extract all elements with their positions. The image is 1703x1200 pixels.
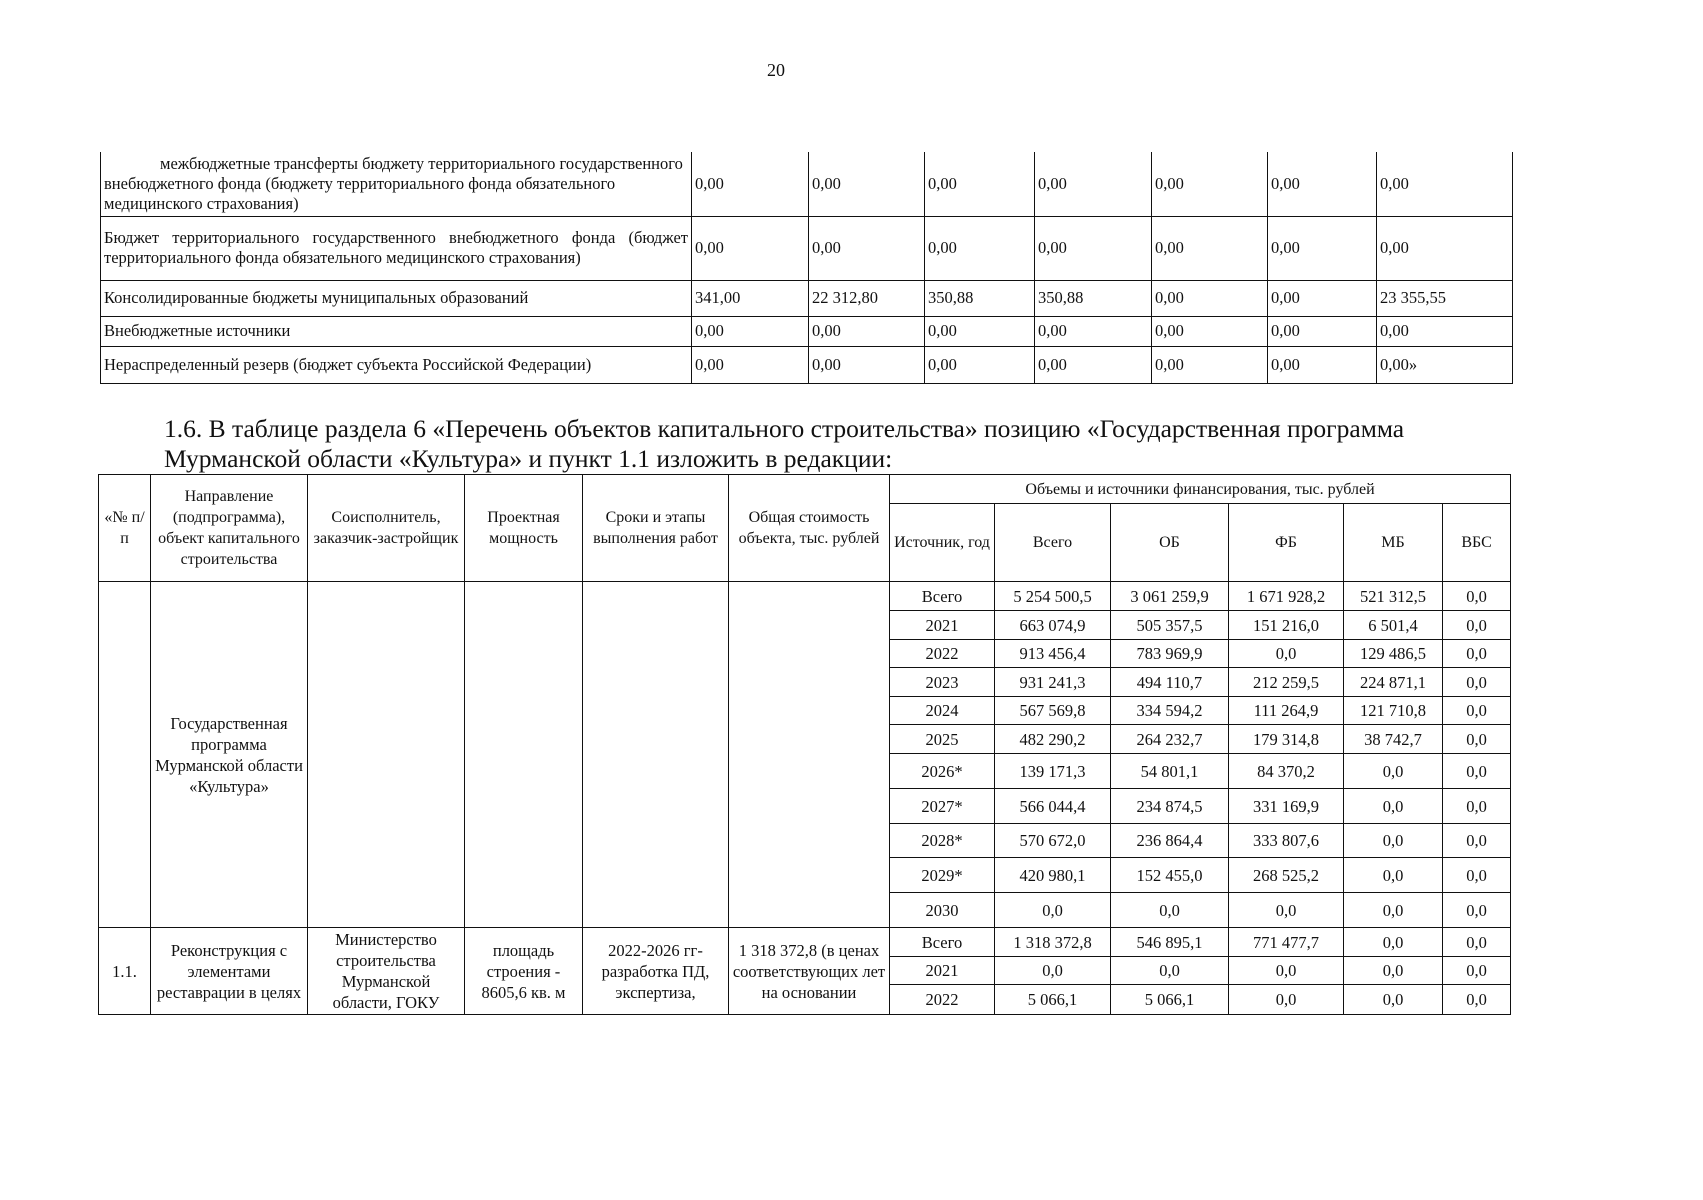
cell-mb: 521 312,5 xyxy=(1344,582,1443,611)
cell-vbs: 0,0 xyxy=(1443,893,1511,928)
row-label: Нераспределенный резерв (бюджет субъекта Российской Федерации) xyxy=(101,346,692,383)
cell-ob: 494 110,7 xyxy=(1111,668,1229,697)
header-ob: ОБ xyxy=(1111,504,1229,582)
cell-value: 0,00 xyxy=(1377,316,1513,346)
cell-value: 0,00 xyxy=(925,346,1035,383)
item-num: 1.1. xyxy=(99,928,151,1015)
cell-total: 913 456,4 xyxy=(995,640,1111,668)
row-label: Внебюджетные источники xyxy=(101,316,692,346)
cell-total: 0,0 xyxy=(995,893,1111,928)
cell-vbs: 0,0 xyxy=(1443,957,1511,985)
cell-total: 570 672,0 xyxy=(995,824,1111,858)
program-terms xyxy=(583,582,729,928)
program-capacity xyxy=(465,582,583,928)
cell-fb: 111 264,9 xyxy=(1229,697,1344,725)
cell-fb: 84 370,2 xyxy=(1229,754,1344,789)
cell-value: 0,00 xyxy=(692,216,809,280)
cell-total: 663 074,9 xyxy=(995,611,1111,640)
cell-value: 0,00 xyxy=(1377,216,1513,280)
cell-ob: 234 874,5 xyxy=(1111,789,1229,824)
cell-total: 5 254 500,5 xyxy=(995,582,1111,611)
cell-vbs: 0,0 xyxy=(1443,582,1511,611)
cell-fb: 1 671 928,2 xyxy=(1229,582,1344,611)
cell-total: 139 171,3 xyxy=(995,754,1111,789)
cell-year: 2030 xyxy=(890,893,995,928)
cell-value: 0,00 xyxy=(1268,216,1377,280)
cell-fb: 0,0 xyxy=(1229,957,1344,985)
cell-ob: 54 801,1 xyxy=(1111,754,1229,789)
cell-vbs: 0,0 xyxy=(1443,824,1511,858)
cell-vbs: 0,0 xyxy=(1443,668,1511,697)
cell-mb: 224 871,1 xyxy=(1344,668,1443,697)
cell-total: 420 980,1 xyxy=(995,858,1111,893)
cell-ob: 505 357,5 xyxy=(1111,611,1229,640)
cell-year: 2024 xyxy=(890,697,995,725)
row-label: межбюджетные трансферты бюджету территориального государственного внебюджетного фонда (бюджету территориального фонда обязательного медицинского страхования) xyxy=(101,152,692,216)
cell-value: 0,00 xyxy=(925,216,1035,280)
cell-value: 0,00 xyxy=(809,346,925,383)
header-total-cost: Общая стоимость объекта, тыс. рублей xyxy=(729,475,890,582)
cell-value: 0,00 xyxy=(809,216,925,280)
header-source-year: Источник, год xyxy=(890,504,995,582)
cell-ob: 3 061 259,9 xyxy=(1111,582,1229,611)
cell-total: 1 318 372,8 xyxy=(995,928,1111,957)
cell-value: 0,00 xyxy=(1152,152,1268,216)
cell-value: 0,00 xyxy=(1152,216,1268,280)
program-name: Государственная программа Мурманской области «Культура» xyxy=(151,582,308,928)
cell-fb: 268 525,2 xyxy=(1229,858,1344,893)
cell-mb: 0,0 xyxy=(1344,858,1443,893)
cell-year: Всего xyxy=(890,928,995,957)
header-coexecutor: Соисполнитель, заказчик-застройщик xyxy=(308,475,465,582)
cell-vbs: 0,0 xyxy=(1443,789,1511,824)
item-name: Реконструкция с элементами реставрации в целях xyxy=(151,928,308,1015)
header-vbs: ВБС xyxy=(1443,504,1511,582)
header-num: «№ п/п xyxy=(99,475,151,582)
cell-value: 0,00 xyxy=(1268,346,1377,383)
page-number: 20 xyxy=(767,60,785,80)
cell-mb: 0,0 xyxy=(1344,928,1443,957)
cell-value: 0,00 xyxy=(809,152,925,216)
cell-total: 5 066,1 xyxy=(995,985,1111,1015)
cell-value: 0,00 xyxy=(1152,346,1268,383)
cell-value: 341,00 xyxy=(692,280,809,316)
cell-fb: 331 169,9 xyxy=(1229,789,1344,824)
cell-fb: 0,0 xyxy=(1229,893,1344,928)
cell-mb: 0,0 xyxy=(1344,957,1443,985)
cell-value: 23 355,55 xyxy=(1377,280,1513,316)
capital-construction-table xyxy=(98,474,1511,1015)
header-row xyxy=(99,475,1511,504)
cell-fb: 333 807,6 xyxy=(1229,824,1344,858)
cell-fb: 212 259,5 xyxy=(1229,668,1344,697)
table-row xyxy=(101,216,1513,280)
cell-mb: 129 486,5 xyxy=(1344,640,1443,668)
cell-mb: 0,0 xyxy=(1344,824,1443,858)
cell-mb: 38 742,7 xyxy=(1344,725,1443,754)
cell-total: 566 044,4 xyxy=(995,789,1111,824)
cell-year: 2021 xyxy=(890,611,995,640)
header-direction: Направление (подпрограмма), объект капитального строительства xyxy=(151,475,308,582)
cell-vbs: 0,0 xyxy=(1443,754,1511,789)
row-label: Бюджет территориального государственного внебюджетного фонда (бюджет территориального фонда обязательного медицинского страхования) xyxy=(101,216,692,280)
cell-fb: 0,0 xyxy=(1229,640,1344,668)
cell-total: 931 241,3 xyxy=(995,668,1111,697)
cell-year: 2025 xyxy=(890,725,995,754)
cell-ob: 152 455,0 xyxy=(1111,858,1229,893)
cell-mb: 6 501,4 xyxy=(1344,611,1443,640)
header-funding-group: Объемы и источники финансирования, тыс. рублей xyxy=(890,475,1511,504)
cell-total: 0,0 xyxy=(995,957,1111,985)
item-total-cost: 1 318 372,8 (в ценах соответствующих лет на основании xyxy=(729,928,890,1015)
cell-total: 482 290,2 xyxy=(995,725,1111,754)
header-mb: МБ xyxy=(1344,504,1443,582)
cell-value: 0,00 xyxy=(1035,216,1152,280)
cell-value: 0,00 xyxy=(809,316,925,346)
cell-fb: 151 216,0 xyxy=(1229,611,1344,640)
cell-vbs: 0,0 xyxy=(1443,725,1511,754)
cell-ob: 264 232,7 xyxy=(1111,725,1229,754)
table-row xyxy=(101,280,1513,316)
cell-value: 0,00 xyxy=(1152,316,1268,346)
cell-value: 0,00 xyxy=(1035,316,1152,346)
cell-vbs: 0,0 xyxy=(1443,611,1511,640)
cell-year: 2027* xyxy=(890,789,995,824)
item-terms: 2022-2026 гг- разработка ПД, экспертиза, xyxy=(583,928,729,1015)
cell-value: 0,00 xyxy=(692,152,809,216)
budget-table xyxy=(100,152,1513,384)
cell-vbs: 0,0 xyxy=(1443,640,1511,668)
item-coexecutor: Министерство строительства Мурманской области, ГОКУ xyxy=(308,928,465,1015)
cell-fb: 179 314,8 xyxy=(1229,725,1344,754)
cell-value: 0,00 xyxy=(925,152,1035,216)
cell-year: 2028* xyxy=(890,824,995,858)
row-label: Консолидированные бюджеты муниципальных образований xyxy=(101,280,692,316)
cell-ob: 334 594,2 xyxy=(1111,697,1229,725)
cell-mb: 0,0 xyxy=(1344,985,1443,1015)
table-row xyxy=(101,316,1513,346)
item-capacity: площадь строения - 8605,6 кв. м xyxy=(465,928,583,1015)
cell-value: 0,00 xyxy=(692,346,809,383)
table-row xyxy=(101,152,1513,216)
cell-vbs: 0,0 xyxy=(1443,928,1511,957)
header-total: Всего xyxy=(995,504,1111,582)
cell-year: 2029* xyxy=(890,858,995,893)
cell-value: 0,00 xyxy=(1035,346,1152,383)
cell-ob: 783 969,9 xyxy=(1111,640,1229,668)
cell-mb: 0,0 xyxy=(1344,893,1443,928)
cell-year: Всего xyxy=(890,582,995,611)
cell-vbs: 0,0 xyxy=(1443,858,1511,893)
cell-vbs: 0,0 xyxy=(1443,985,1511,1015)
cell-value: 350,88 xyxy=(925,280,1035,316)
section-heading: 1.6. В таблице раздела 6 «Перечень объектов капитального строительства» позицию «Государственная программа Мурманской области «Культура» и пункт 1.1 изложить в редакции: xyxy=(164,414,1405,473)
cell-value: 0,00» xyxy=(1377,346,1513,383)
cell-ob: 546 895,1 xyxy=(1111,928,1229,957)
cell-fb: 771 477,7 xyxy=(1229,928,1344,957)
program-num xyxy=(99,582,151,928)
cell-fb: 0,0 xyxy=(1229,985,1344,1015)
cell-value: 350,88 xyxy=(1035,280,1152,316)
program-coexecutor xyxy=(308,582,465,928)
cell-value: 0,00 xyxy=(1268,316,1377,346)
header-fb: ФБ xyxy=(1229,504,1344,582)
cell-mb: 0,0 xyxy=(1344,754,1443,789)
cell-year: 2026* xyxy=(890,754,995,789)
cell-value: 0,00 xyxy=(692,316,809,346)
cell-year: 2021 xyxy=(890,957,995,985)
cell-value: 0,00 xyxy=(925,316,1035,346)
cell-year: 2022 xyxy=(890,985,995,1015)
cell-mb: 121 710,8 xyxy=(1344,697,1443,725)
table-row xyxy=(99,928,1511,957)
cell-mb: 0,0 xyxy=(1344,789,1443,824)
header-capacity: Проектная мощность xyxy=(465,475,583,582)
cell-value: 0,00 xyxy=(1377,152,1513,216)
header-terms: Сроки и этапы выполнения работ xyxy=(583,475,729,582)
cell-value: 0,00 xyxy=(1035,152,1152,216)
cell-ob: 236 864,4 xyxy=(1111,824,1229,858)
cell-ob: 0,0 xyxy=(1111,957,1229,985)
cell-ob: 0,0 xyxy=(1111,893,1229,928)
cell-value: 22 312,80 xyxy=(809,280,925,316)
program-total-cost xyxy=(729,582,890,928)
cell-total: 567 569,8 xyxy=(995,697,1111,725)
table-row xyxy=(101,346,1513,383)
cell-value: 0,00 xyxy=(1152,280,1268,316)
cell-year: 2023 xyxy=(890,668,995,697)
cell-vbs: 0,0 xyxy=(1443,697,1511,725)
cell-ob: 5 066,1 xyxy=(1111,985,1229,1015)
cell-year: 2022 xyxy=(890,640,995,668)
cell-value: 0,00 xyxy=(1268,280,1377,316)
cell-value: 0,00 xyxy=(1268,152,1377,216)
table-row xyxy=(99,582,1511,611)
